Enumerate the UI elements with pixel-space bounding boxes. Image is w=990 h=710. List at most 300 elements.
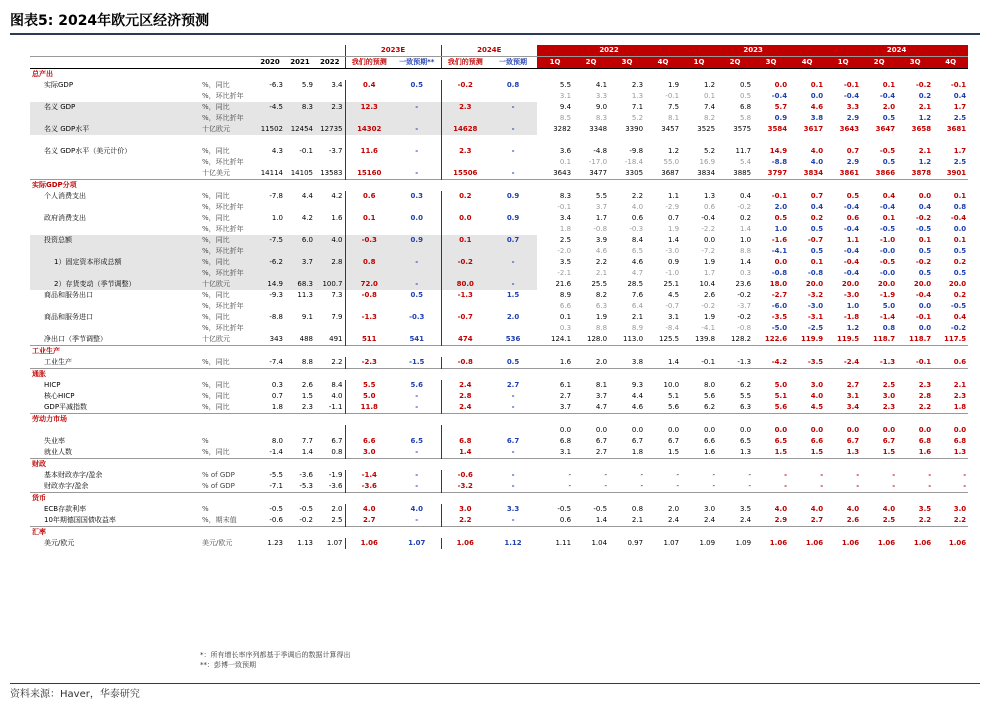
annual-value: 488: [299, 335, 313, 343]
table-row: [30, 268, 968, 279]
annual-value: 4.2: [331, 192, 343, 200]
quarter-value: 0.4: [739, 192, 752, 200]
quarter-value: 0.9: [667, 258, 680, 266]
quarter-value: -17.0: [588, 158, 608, 166]
annual-value: -1.4: [269, 448, 283, 456]
quarter-value: 1.0: [846, 302, 860, 310]
our-forecast: 4.0: [345, 504, 393, 515]
quarter-value: 3.1: [559, 448, 572, 456]
quarter-value: 2.2: [631, 192, 644, 200]
row-unit: %，同比: [202, 358, 230, 366]
quarter-value: -: [712, 471, 716, 479]
quarter-value: 0.0: [703, 236, 716, 244]
section-row: [30, 369, 968, 381]
quarter-value: 5.0: [882, 302, 896, 310]
header-ours-2023: 我们的预测: [345, 57, 393, 69]
quarter-value: [717, 135, 753, 146]
quarter-value: [861, 135, 897, 146]
quarter-value: 1.9: [703, 258, 716, 266]
annual-value: 8.8: [301, 358, 313, 366]
row-unit: %，同比: [202, 81, 230, 89]
annual-value: [315, 268, 345, 279]
our-forecast: [441, 91, 489, 102]
row-label: 个人消费支出: [44, 192, 86, 200]
consensus-forecast: -: [393, 279, 441, 290]
page-title: 图表5: 2024年欧元区经济预测: [10, 13, 210, 29]
row-unit: [200, 425, 255, 436]
consensus-forecast: [393, 113, 441, 124]
quarter-value: 0.0: [703, 426, 716, 434]
quarter-value: 3.5: [739, 505, 752, 513]
quarter-value: 0.0: [918, 324, 932, 332]
consensus-forecast: -: [415, 147, 419, 155]
annual-value: 4.2: [301, 214, 313, 222]
our-forecast: 3.0: [345, 447, 393, 459]
consensus-forecast: -: [511, 516, 515, 524]
quarter-value: 6.8: [953, 437, 967, 445]
quarter-value: 0.5: [810, 225, 824, 233]
quarter-value: 1.9: [667, 81, 680, 89]
quarter-value: 8.5: [559, 114, 572, 122]
quarter-value: 3.4: [559, 214, 572, 222]
quarter-value: 1.7: [595, 214, 608, 222]
consensus-forecast: 0.9: [506, 192, 520, 200]
table-row: [30, 102, 968, 113]
consensus-forecast: 1.07: [408, 539, 426, 547]
quarter-value: 0.0: [918, 302, 932, 310]
row-unit: %，环比折年: [200, 246, 255, 257]
quarter-value: 20.0: [913, 280, 932, 288]
quarter-value: 20.0: [948, 280, 967, 288]
quarter-value: 0.5: [953, 269, 967, 277]
quarter-value: 6.2: [739, 381, 752, 389]
quarter-value: 0.0: [631, 426, 644, 434]
quarter-value: 1.5: [882, 448, 896, 456]
quarter-value: 5.8: [739, 114, 752, 122]
table-row: [30, 402, 968, 414]
header-2024e: 2024E: [441, 45, 537, 57]
quarter-value: 3.0: [810, 381, 824, 389]
our-forecast: 5.0: [345, 391, 393, 402]
quarter-value: 6.4: [631, 302, 644, 310]
quarter-value: -: [784, 482, 788, 490]
row-unit: %，同比: [202, 291, 230, 299]
quarter-value: 3.5: [918, 505, 932, 513]
quarter-value: 1.3: [631, 92, 644, 100]
quarter-value: 10.4: [699, 280, 716, 288]
our-forecast: [441, 135, 489, 146]
quarter-value: 0.7: [667, 214, 680, 222]
annual-value: 343: [269, 335, 283, 343]
quarter-value: 0.1: [810, 81, 824, 89]
quarter-value: 2.1: [631, 313, 644, 321]
consensus-forecast: -: [511, 482, 515, 490]
section-label: 总产出: [30, 69, 968, 81]
quarter-value: 0.2: [918, 92, 932, 100]
table-row: [30, 146, 968, 157]
annual-value: [315, 246, 345, 257]
our-forecast: 80.0: [441, 279, 489, 290]
quarter-value: -6.0: [771, 302, 788, 310]
row-label: HICP: [44, 381, 61, 389]
quarter-value: -3.5: [807, 358, 824, 366]
quarter-value: 7.1: [631, 103, 644, 111]
quarter-value: 8.9: [559, 291, 572, 299]
consensus-forecast: 536: [505, 335, 521, 343]
consensus-forecast: 4.0: [410, 505, 423, 513]
consensus-forecast: 2.0: [506, 313, 520, 321]
quarter-value: 0.0: [953, 426, 967, 434]
table-row: [30, 224, 968, 235]
table-row: [30, 202, 968, 213]
our-forecast: [441, 246, 489, 257]
consensus-forecast: [489, 135, 537, 146]
consensus-forecast: -0.3: [409, 313, 425, 321]
quarter-value: 3.1: [559, 92, 572, 100]
quarter-value: 6.8: [739, 103, 752, 111]
annual-value: -8.8: [269, 313, 283, 321]
section-label: 劳动力市场: [30, 414, 968, 426]
quarter-value: -0.1: [915, 313, 932, 321]
row-label: [30, 323, 200, 334]
row-label: 就业人数: [44, 448, 72, 456]
quarter-value: 2.0: [595, 358, 608, 366]
quarter-value: 0.5: [739, 81, 752, 89]
consensus-forecast: 6.7: [506, 437, 520, 445]
quarter-value: -1.8: [843, 313, 860, 321]
quarter-value: -0.8: [737, 324, 752, 332]
row-label: [30, 157, 200, 168]
quarter-value: 6.7: [882, 437, 896, 445]
quarter-value: 6.7: [631, 437, 644, 445]
quarter-value: 6.1: [559, 381, 572, 389]
table-row: [30, 135, 968, 146]
table-row: [30, 290, 968, 301]
quarter-value: -0.1: [701, 358, 716, 366]
quarter-value: 1.6: [703, 448, 716, 456]
row-label: [30, 202, 200, 213]
quarter-value: 0.5: [953, 247, 967, 255]
quarter-value: 113.0: [622, 335, 644, 343]
our-forecast: [345, 157, 393, 168]
header-quarter: 3Q: [897, 57, 933, 69]
our-forecast: [441, 268, 489, 279]
annual-value: 2.3: [301, 403, 313, 411]
quarter-value: 122.6: [764, 335, 788, 343]
quarter-value: 16.9: [699, 158, 716, 166]
quarter-value: 5.1: [774, 392, 788, 400]
quarter-value: 1.3: [703, 192, 716, 200]
quarter-value: -2.2: [701, 225, 716, 233]
quarter-value: -0.4: [950, 214, 967, 222]
quarter-value: 0.4: [810, 203, 824, 211]
header-blank: [30, 57, 200, 69]
quarter-value: -3.2: [807, 291, 824, 299]
consensus-forecast: 0.0: [410, 214, 423, 222]
quarter-value: -: [963, 482, 967, 490]
quarter-value: 20.0: [805, 280, 824, 288]
quarter-value: 3834: [697, 169, 716, 177]
our-forecast: -0.8: [441, 357, 489, 369]
quarter-value: 9.4: [559, 103, 572, 111]
consensus-forecast: 1.5: [506, 291, 520, 299]
header-quarter: 4Q: [789, 57, 825, 69]
header-quarter: 1Q: [825, 57, 861, 69]
row-unit: %，环比折年: [202, 225, 244, 233]
quarter-value: 125.5: [659, 335, 680, 343]
quarter-value: 0.5: [774, 214, 788, 222]
quarter-value: 2.6: [846, 516, 860, 524]
quarter-value: 0.1: [559, 313, 572, 321]
title-divider: [10, 33, 980, 35]
section-row: [30, 69, 968, 81]
row-unit: % of GDP: [202, 482, 235, 490]
row-unit: %，同比: [202, 403, 230, 411]
annual-value: -5.5: [269, 471, 283, 479]
annual-value: -1.9: [328, 471, 343, 479]
quarter-value: 2.0: [667, 505, 680, 513]
consensus-forecast: -: [415, 516, 419, 524]
table-row: [30, 436, 968, 447]
quarter-value: 0.2: [953, 258, 967, 266]
quarter-value: 3.1: [846, 392, 860, 400]
header-quarter: 3Q: [753, 57, 789, 69]
quarter-value: 1.2: [918, 158, 932, 166]
quarter-value: -: [963, 471, 967, 479]
quarter-value: 6.3: [739, 403, 752, 411]
quarter-value: 2.2: [595, 258, 608, 266]
quarter-value: 3.6: [559, 147, 572, 155]
header-quarter: 3Q: [609, 57, 645, 69]
table-row: [30, 91, 968, 102]
annual-value: [255, 301, 285, 312]
header-blank: [30, 45, 200, 57]
quarter-value: [933, 135, 968, 146]
annual-value: 11.3: [297, 291, 313, 299]
annual-value: [315, 425, 345, 436]
quarter-value: 3647: [875, 125, 896, 133]
quarter-value: -: [928, 482, 932, 490]
quarter-value: 6.6: [559, 302, 572, 310]
annual-value: -7.5: [255, 235, 285, 246]
table-row: [30, 481, 968, 493]
our-forecast: -1.3: [441, 290, 489, 301]
consensus-forecast: -: [489, 257, 537, 268]
quarter-value: 2.1: [953, 381, 967, 389]
quarter-value: 0.0: [846, 426, 860, 434]
consensus-forecast: -: [489, 124, 537, 135]
quarter-value: 0.0: [810, 92, 824, 100]
quarter-value: -2.7: [771, 291, 788, 299]
quarter-value: 124.1: [550, 335, 572, 343]
quarter-value: 28.5: [627, 280, 644, 288]
quarter-value: -0.4: [879, 92, 896, 100]
row-unit: %，同比: [202, 392, 230, 400]
quarter-value: 4.1: [595, 81, 608, 89]
quarter-value: 0.4: [953, 313, 967, 321]
quarter-value: 2.2: [918, 403, 932, 411]
quarter-value: 20.0: [877, 280, 896, 288]
row-unit: %，环比折年: [202, 203, 244, 211]
table-body: [30, 69, 968, 550]
our-forecast: 0.2: [441, 191, 489, 202]
annual-value: -0.1: [299, 147, 313, 155]
quarter-value: 2.6: [703, 291, 716, 299]
consensus-forecast: [393, 224, 441, 235]
quarter-value: 3390: [625, 125, 644, 133]
quarter-value: 0.1: [882, 214, 896, 222]
annual-value: [285, 323, 315, 334]
quarter-value: -: [892, 482, 896, 490]
consensus-forecast: 3.3: [506, 505, 520, 513]
our-forecast: [441, 157, 489, 168]
section-row: [30, 493, 968, 505]
quarter-value: 3861: [839, 169, 860, 177]
quarter-value: -18.4: [624, 158, 644, 166]
quarter-value: -8.8: [771, 158, 788, 166]
annual-value: [315, 135, 345, 146]
quarter-value: 1.8: [559, 225, 572, 233]
quarter-value: -: [712, 482, 716, 490]
annual-value: 11502: [255, 124, 285, 135]
consensus-forecast: -: [511, 169, 515, 177]
quarter-value: -0.4: [843, 258, 860, 266]
section-label: 实际GDP分项: [30, 180, 968, 192]
quarter-value: 1.06: [805, 539, 824, 547]
quarter-value: 1.3: [846, 448, 860, 456]
row-label: [30, 301, 200, 312]
quarter-value: 3477: [589, 169, 608, 177]
quarter-value: -: [748, 471, 752, 479]
quarter-value: 1.3: [953, 448, 967, 456]
our-forecast: [345, 202, 393, 213]
quarter-value: 3878: [911, 169, 932, 177]
annual-value: 8.0: [271, 437, 283, 445]
header-2023-quarters: 2023: [681, 45, 825, 57]
quarter-value: 1.8: [631, 448, 644, 456]
quarter-value: 1.7: [703, 269, 716, 277]
quarter-value: -1.0: [879, 236, 896, 244]
quarter-value: 3.8: [631, 358, 644, 366]
quarter-value: -0.1: [950, 81, 967, 89]
quarter-value: 1.2: [846, 324, 860, 332]
quarter-value: 1.06: [769, 539, 788, 547]
quarter-value: -1.3: [879, 358, 896, 366]
quarter-value: [609, 135, 645, 146]
quarter-value: [897, 135, 933, 146]
annual-value: [285, 246, 315, 257]
consensus-forecast: [489, 301, 537, 312]
consensus-forecast: -: [511, 147, 515, 155]
quarter-value: -0.2: [915, 214, 932, 222]
row-unit: %，同比: [202, 313, 230, 321]
annual-value: 2.8: [315, 257, 345, 268]
our-forecast: [441, 323, 489, 334]
source-divider: [10, 683, 980, 684]
row-unit: %，同比: [200, 102, 255, 113]
quarter-value: [573, 135, 609, 146]
annual-value: [285, 301, 315, 312]
quarter-value: 3.5: [559, 258, 572, 266]
our-forecast: [345, 268, 393, 279]
quarter-value: 0.7: [846, 147, 860, 155]
annual-value: [315, 202, 345, 213]
row-unit: 美元/欧元: [202, 539, 233, 547]
quarter-value: 3.1: [667, 313, 680, 321]
quarter-value: 1.11: [555, 539, 572, 547]
quarter-value: 2.1: [631, 516, 644, 524]
quarter-value: 4.6: [810, 103, 824, 111]
quarter-value: 119.9: [800, 335, 824, 343]
quarter-value: 0.5: [882, 158, 896, 166]
section-row: [30, 346, 968, 358]
section-row: [30, 527, 968, 539]
consensus-forecast: 0.7: [489, 235, 537, 246]
quarter-value: -0.4: [843, 269, 860, 277]
quarter-value: -7.2: [701, 247, 716, 255]
consensus-forecast: -: [489, 102, 537, 113]
quarter-value: -0.7: [665, 302, 680, 310]
quarter-value: [753, 135, 789, 146]
quarter-value: 6.3: [595, 302, 608, 310]
quarter-value: 1.06: [913, 539, 932, 547]
quarter-value: -0.2: [915, 81, 932, 89]
row-unit: %，环比折年: [202, 92, 244, 100]
annual-value: [255, 135, 285, 146]
quarter-value: 4.4: [631, 392, 644, 400]
our-forecast: -2.3: [345, 357, 393, 369]
our-forecast: -0.6: [441, 470, 489, 481]
quarter-value: -1.3: [737, 358, 752, 366]
quarter-value: 1.2: [918, 114, 932, 122]
quarter-value: 1.8: [953, 403, 967, 411]
annual-value: 6.7: [331, 437, 343, 445]
table-row: [30, 357, 968, 369]
our-forecast: [345, 113, 393, 124]
our-forecast: 6.8: [441, 436, 489, 447]
header-consensus-2023: 一致预期**: [393, 57, 441, 69]
quarter-value: 2.7: [810, 516, 824, 524]
consensus-forecast: [393, 425, 441, 436]
quarter-value: 1.4: [739, 225, 752, 233]
quarter-value: 4.5: [810, 403, 824, 411]
row-unit: %，同比: [200, 235, 255, 246]
consensus-forecast: [393, 268, 441, 279]
annual-value: 1.0: [271, 214, 283, 222]
consensus-forecast: -: [415, 169, 419, 177]
quarter-value: 5.1: [667, 392, 680, 400]
quarter-value: 8.3: [559, 192, 572, 200]
consensus-forecast: [489, 157, 537, 168]
header-consensus-2024: 一致预期: [489, 57, 537, 69]
quarter-value: 3.3: [846, 103, 860, 111]
consensus-forecast: 0.5: [410, 291, 423, 299]
table-row: [30, 235, 968, 246]
row-unit: %: [202, 437, 209, 445]
annual-value: 1.5: [301, 392, 313, 400]
quarter-value: 1.1: [846, 236, 860, 244]
consensus-forecast: 6.5: [410, 437, 423, 445]
quarter-value: 2.3: [882, 403, 896, 411]
quarter-value: 4.5: [667, 291, 680, 299]
our-forecast: 14628: [441, 124, 489, 135]
quarter-value: 5.5: [739, 392, 752, 400]
quarter-value: 2.3: [953, 392, 967, 400]
annual-value: 2.6: [301, 381, 313, 389]
annual-value: -4.5: [255, 102, 285, 113]
quarter-value: 3834: [803, 169, 824, 177]
quarter-value: -0.5: [879, 225, 896, 233]
